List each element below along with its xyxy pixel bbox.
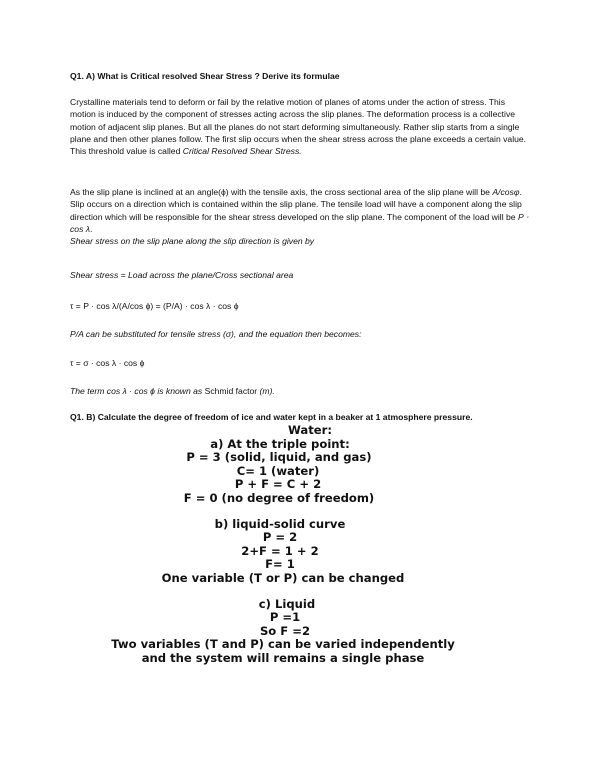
case-b-result: One variable (T or P) can be changed [161, 570, 405, 585]
crss-definition-text: Crystalline materials tend to deform or fail by the relative motion of planes of atoms under the action of stress. This motion is induced by the component of stresses acting across the slip planes. The deformation process is a collective motion of adjacent slip planes. But all the planes do not start deforming simultaneously. Rather slip starts from a single plane and then other planes follow. The first slip occurs when the shear stress across the plane exceeds a certain value. This threshold value is called [70, 97, 527, 157]
area-expression: A/cosφ [492, 187, 520, 197]
slip-plane-paragraph [70, 186, 532, 248]
shear-stress-equation: τ = P · cos λ/(A/cos ϕ) = (P/A) · cos λ · cos ϕ [70, 301, 239, 311]
case-a-result: F = 0 (no degree of freedom) [183, 490, 375, 505]
case-c-result-line2: and the system will remains a single phase [141, 650, 425, 665]
case-c-phases: P =1 [269, 610, 301, 625]
schmid-text-c: (m). [259, 386, 275, 396]
case-a-phase-rule: P + F = C + 2 [234, 477, 322, 492]
q1a-heading: Q1. A) What is Critical resolved Shear Stress ? Derive its formulae [70, 71, 340, 81]
water-title: Water: [288, 423, 332, 437]
crss-term: Critical Resolved Shear Stress. [182, 146, 302, 157]
case-c-result-line1: Two variables (T and P) can be varied independently [111, 637, 455, 652]
case-c-heading: c) Liquid [258, 596, 316, 611]
case-b-heading: b) liquid-solid curve [214, 516, 346, 531]
schmid-text-a: The term cos λ · cos ϕ is known as [70, 386, 203, 396]
case-c-freedom: So F =2 [259, 623, 311, 638]
slip-plane-text-b: . Slip occurs on a direction which is contained within the slip plane. The tensile load will have a component along the slip direction which will be responsible for the shear stress developed on the slip plane. The component of the load will be [70, 187, 522, 222]
schmid-text-b: Schmid factor [202, 386, 260, 396]
q1b-heading: Q1. B) Calculate the degree of freedom of ice and water kept in a beaker at 1 atmosphere pressure. [70, 412, 473, 422]
load-expression: P ⋅ cos λ [70, 211, 529, 235]
case-a-heading: a) At the triple point: [210, 436, 350, 451]
case-b-freedom: F= 1 [265, 557, 295, 572]
shear-stress-word-equation: Shear stress = Load across the plane/Cross sectional area [70, 270, 294, 280]
slip-plane-text-a: As the slip plane is inclined at an angle(ϕ) with the tensile axis, the cross sectional area of the slip plane will be [70, 187, 490, 197]
phase-rule-solution [80, 424, 520, 666]
substitution-note: P/A can be substituted for tensile stress (σ), and the equation then becomes: [70, 329, 362, 339]
schmid-equation: τ = σ · cos λ · cos ϕ [70, 358, 145, 368]
slip-plane-text-end: . [90, 224, 93, 235]
schmid-factor-line [70, 385, 532, 397]
crss-definition-paragraph [70, 96, 532, 158]
case-b-phases: P = 2 [262, 530, 298, 545]
case-a-phases: P = 3 (solid, liquid, and gas) [186, 450, 372, 465]
shear-stress-intro: Shear stress on the slip plane along the slip direction is given by [70, 236, 315, 247]
case-b-phase-rule: 2+F = 1 + 2 [241, 543, 319, 558]
case-a-components: C= 1 (water) [236, 463, 320, 478]
